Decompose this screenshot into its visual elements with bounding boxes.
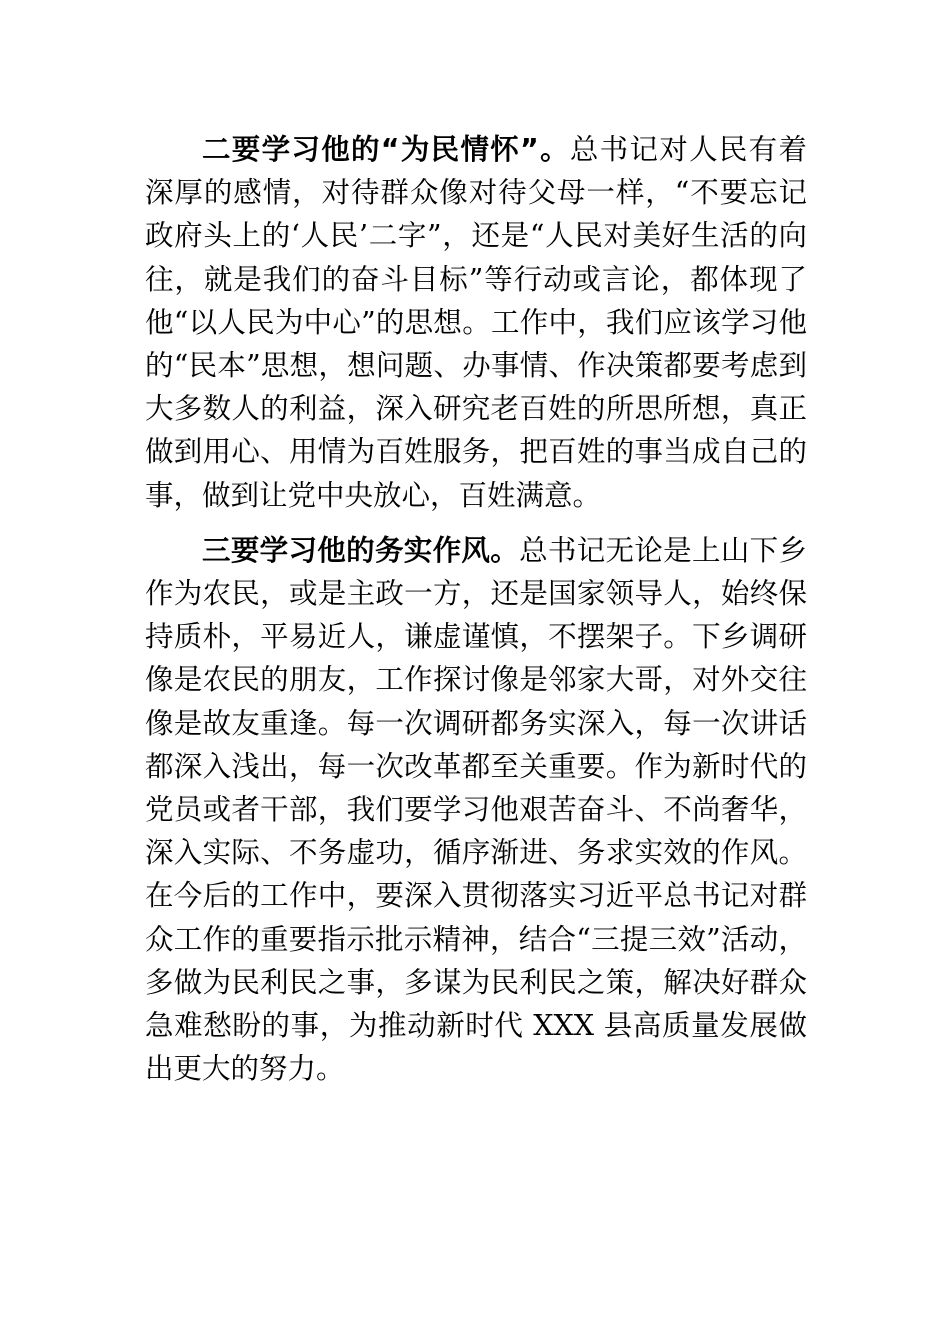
paragraph-body: 总书记对人民有着深厚的感情，对待群众像对待父母一样，“不要忘记政府头上的‘人民’二字”，还是“人民对美好生活的向往，就是我们的奋斗目标”等行动或言论，都体现了他“以人民为中心”的思想。工作中，我们应该学习他的“民本”思想，想问题、办事情、作决策都要考虑到大多数人的利益，深入研究老百姓的所思所想，真正做到用心、用情为百姓服务，把百姓的事当成自己的事，做到让党中央放心，百姓满意。 [145, 133, 807, 512]
paragraph-heading: 三要学习他的务实作风。 [202, 533, 520, 567]
paragraph-practical-style [145, 529, 807, 1091]
paragraph-body: 总书记无论是上山下乡作为农民，或是主政一方，还是国家领导人，始终保持质朴，平易近人，谦虚谨慎，不摆架子。下乡调研像是农民的朋友，工作探讨像是邻家大哥，对外交往像是故友重逢。每一次调研都务实深入，每一次讲话都深入浅出，每一次改革都至关重要。作为新时代的党员或者干部，我们要学习他艰苦奋斗、不尚奢华，深入实际、不务虚功，循序渐进、务求实效的作风。在今后的工作中，要深入贯彻落实习近平总书记对群众工作的重要指示批示精神，结合“三提三效”活动，多做为民利民之事，多谋为民利民之策，解决好群众急难愁盼的事，为推动新时代 XXX 县高质量发展做出更大的努力。 [145, 533, 807, 1086]
paragraph-for-the-people [145, 128, 807, 517]
paragraph-heading: 二要学习他的“为民情怀”。 [202, 133, 570, 166]
document-page [145, 128, 807, 1102]
